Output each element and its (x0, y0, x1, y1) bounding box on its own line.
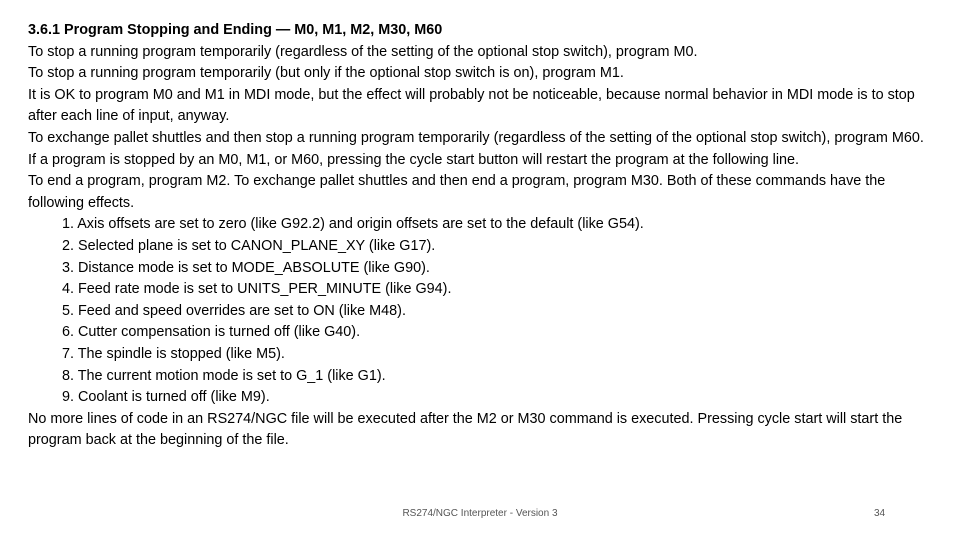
effect-item: 6. Cutter compensation is turned off (like G40). (62, 324, 361, 341)
page-number: 34 (874, 508, 886, 519)
paragraph-end-program: To end a program, program M2. To exchange pallet shuttles and then end a program, program M30. Both of these commands have the following effects. (28, 173, 886, 211)
effects-list (28, 214, 938, 408)
effect-item: 1. Axis offsets are set to zero (like G92.2) and origin offsets are set to the default (like G54). (62, 216, 644, 233)
effect-item: 7. The spindle is stopped (like M5). (62, 345, 285, 362)
effect-item: 8. The current motion mode is set to G_1 (like G1). (62, 367, 386, 384)
slide-content (28, 20, 938, 452)
slide-title: 3.6.1 Program Stopping and Ending — M0, M1, M2, M30, M60 (28, 22, 443, 38)
paragraph-closing: No more lines of code in an RS274/NGC file will be executed after the M2 or M30 command is executed. Pressing cycle start will start the program back at the beginning of the file. (28, 410, 903, 449)
effect-item: 5. Feed and speed overrides are set to ON (like M48). (62, 302, 406, 319)
effect-item: 4. Feed rate mode is set to UNITS_PER_MINUTE (like G94). (62, 281, 452, 298)
effect-item: 2. Selected plane is set to CANON_PLANE_XY (like G17). (62, 237, 436, 254)
footer-label: RS274/NGC Interpreter - Version 3 (402, 508, 558, 519)
paragraph-restart: If a program is stopped by an M0, M1, or M60, pressing the cycle start button will restart the program at the following line. (28, 151, 800, 168)
paragraph-m1: To stop a running program temporarily (but only if the optional stop switch is on), program M1. (28, 65, 624, 82)
paragraph-mdi-mode: It is OK to program M0 and M1 in MDI mode, but the effect will probably not be noticeable, because normal behavior in MDI mode is to stop after each line of input, anyway. (28, 86, 915, 125)
effect-item: 3. Distance mode is set to MODE_ABSOLUTE (like G90). (62, 259, 430, 276)
paragraph-m60: To exchange pallet shuttles and then stop a running program temporarily (regardless of the setting of the optional stop switch), program M60. (28, 129, 924, 146)
effect-item: 9. Coolant is turned off (like M9). (62, 389, 270, 406)
paragraph-m0: To stop a running program temporarily (regardless of the setting of the optional stop switch), program M0. (28, 43, 698, 60)
